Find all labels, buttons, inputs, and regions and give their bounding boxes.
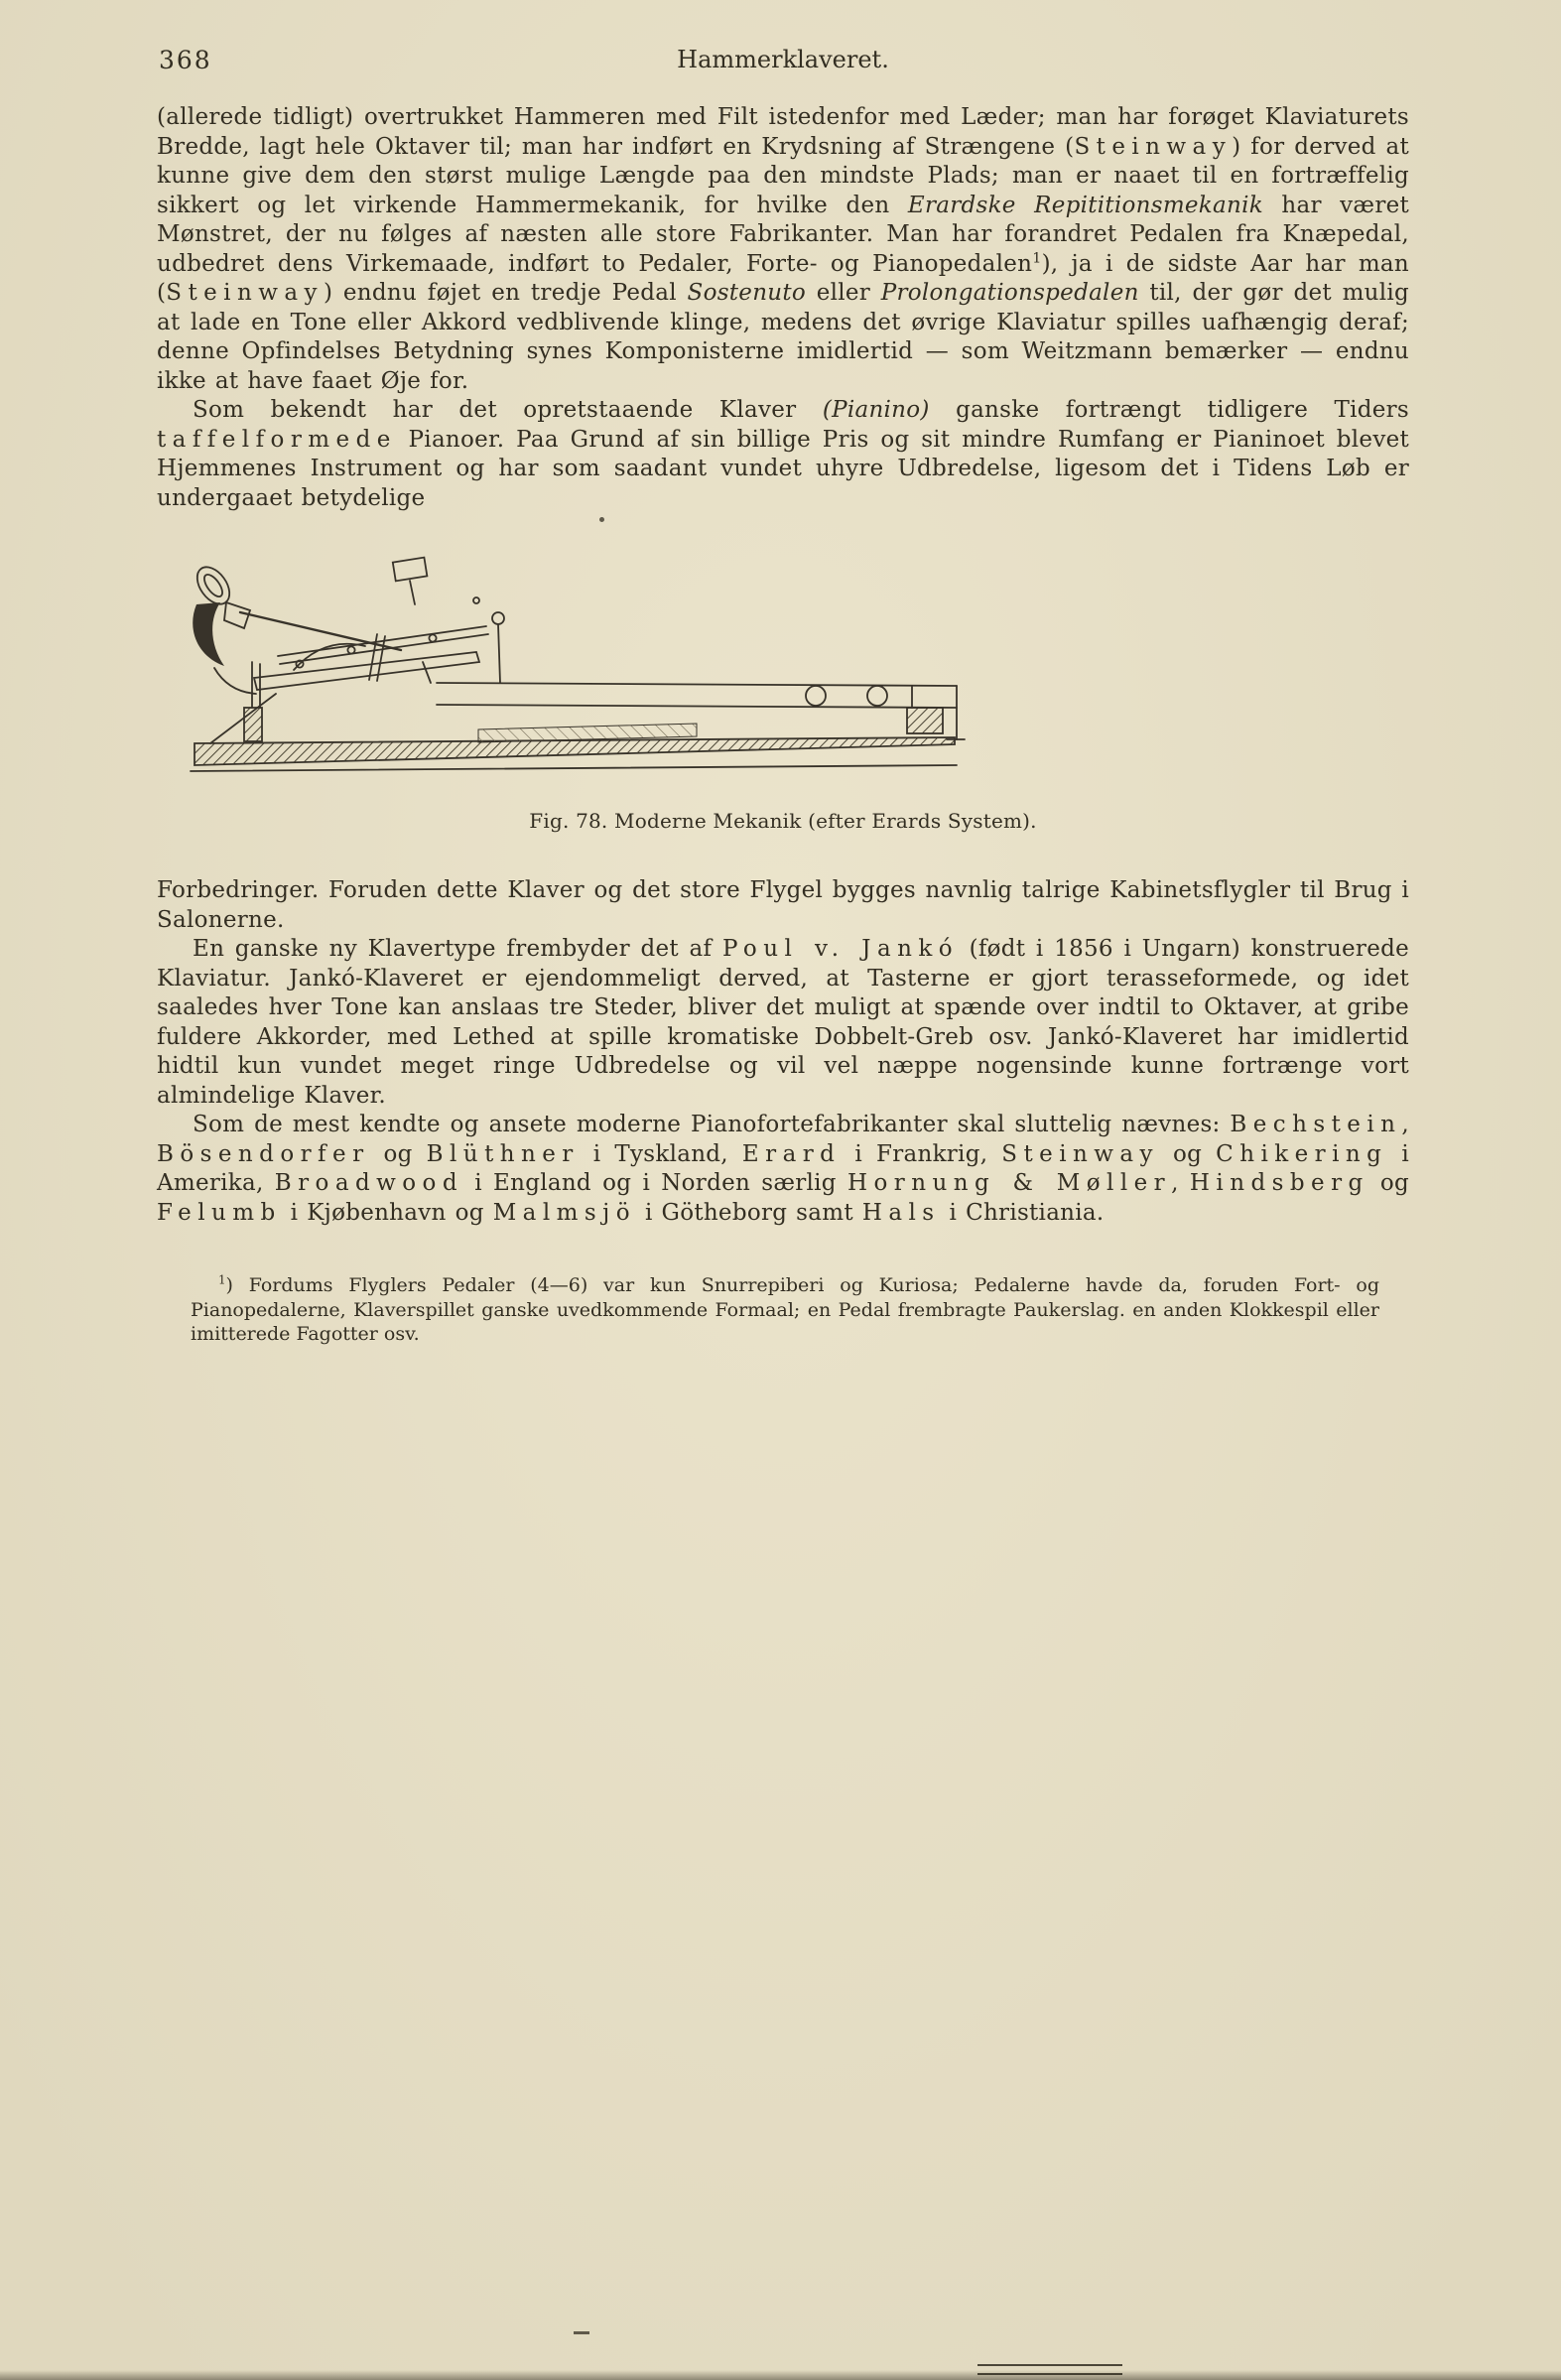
text-segment: Som bekendt har det opretstaaende Klaver: [193, 397, 823, 423]
text-segment: (Pianino): [822, 397, 930, 423]
text-segment: Hals: [861, 1199, 941, 1226]
text-segment: Blüthner: [426, 1140, 580, 1167]
paragraph: [157, 103, 1409, 396]
text-segment: og: [1159, 1140, 1217, 1167]
text-segment: ) endnu føjet en tredje Pedal: [323, 280, 688, 306]
text-segment: i Frankrig,: [841, 1140, 1002, 1167]
text-segment: Bechstein: [1230, 1112, 1402, 1137]
text-segment: Broadwood: [274, 1170, 464, 1196]
scan-edge-shadow: [0, 2370, 1561, 2380]
text-segment: ,: [1171, 1170, 1190, 1196]
text-segment: 1: [218, 1272, 226, 1287]
paragraphs-after-figure: [157, 876, 1409, 1228]
text-segment: Pianoer. Paa Grund af sin billige Pris og sit mindre Rumfang er Pianinoet blevet Hjemmenes Instrument og har som saadant vundet uhyre Udbredelse, ligesom det i Tidens Løb er undergaaet betydelige: [157, 426, 1409, 511]
text-segment: Hindsberg: [1189, 1170, 1369, 1196]
text-segment: Steinway: [166, 280, 324, 306]
text-segment: ganske fortrængt tidligere Tiders: [929, 397, 1409, 423]
text-segment: ), ja i de sidste Aar har man (: [157, 250, 1410, 306]
text-segment: Sostenuto: [687, 280, 807, 306]
figure-illustration: [181, 541, 967, 775]
text-segment: Forbedringer. Foruden dette Klaver og det store Flygel bygges navnlig talrige Kabinetsflygler til Brug i Salonerne.: [157, 877, 1409, 933]
paragraph: [157, 935, 1409, 1111]
text-segment: (født i 1856 i Ungarn) konstruerede Klaviatur. Jankó-Klaveret er ejendommeligt derved, at Tasterne er gjort terasseformede, og idet saaledes hver Tone kan anslaas tre Steder, bliver det muligt at spænde over indtil to Oktaver, at gribe fuldere Akkorder, med Lethed at spille kromatiske Dobbelt-Greb osv. Jankó-Klaveret har imidlertid hidtil kun vundet meget ringe Udbredelse og vil vel næppe nogensinde kunne fortrænge vort almindelige Klaver.: [157, 936, 1409, 1109]
paragraph: [157, 396, 1409, 513]
paragraphs-before-figure: [157, 103, 1409, 513]
paragraph: [157, 1111, 1409, 1228]
paragraph: [157, 876, 1409, 935]
text-segment: Poul v. Jankó: [721, 936, 960, 962]
text-segment: Som de mest kendte og ansete moderne Pianofortefabrikanter skal sluttelig nævnes:: [193, 1112, 1231, 1137]
text-segment: Felumb: [157, 1199, 282, 1226]
text-segment: i Christiania.: [940, 1199, 1105, 1226]
text-segment: eller: [806, 280, 881, 306]
text-segment: (allerede tidligt) overtrukket Hammeren med Filt istedenfor med Læder; man har forøget Klaviaturets Bredde, lagt hele Oktaver til; man har indført en Krydsning af Strængene (: [157, 104, 1409, 160]
text-segment: Hornung & Møller: [846, 1170, 1172, 1196]
page-mark-dash: [574, 2331, 589, 2334]
text-segment: 1: [1032, 249, 1042, 266]
text-segment: i Tyskland,: [579, 1140, 742, 1167]
page-header: [157, 42, 1409, 83]
text-segment: Steinway: [1074, 133, 1233, 160]
text-segment: ) Fordums Flyglers Pedaler (4—6) var kun Snurrepiberi og Kuriosa; Pedalerne havde da, foruden Fort- og Pianopedalerne, Klaverspillet ganske uvedkommende Formaal; en Pedal frembragte Paukerslag. en anden Klokkespil eller imitterede Fagotter osv.: [191, 1274, 1379, 1345]
text-segment: Steinway: [1001, 1140, 1159, 1167]
figure: [181, 541, 967, 779]
text-segment: En ganske ny Klavertype frembyder det af: [193, 936, 722, 962]
text-segment: Erardske Repititionsmekanik: [907, 192, 1263, 218]
text-segment: har været Mønstret, der nu følges af næsten alle store Fabrikanter. Man har forandret Pedalen fra Knæpedal, udbedret dens Virkemaade, indført to Pedaler, Forte- og Pianopedalen: [157, 192, 1410, 277]
running-title: Hammerklaveret.: [677, 46, 889, 73]
footnote: [157, 1273, 1409, 1347]
text-segment: Bösendorfer: [157, 1140, 370, 1167]
ink-speck: [599, 517, 604, 522]
text-segment: Prolongationspedalen: [880, 280, 1139, 306]
text-segment: Chikering: [1216, 1140, 1388, 1167]
text-segment: i Götheborg samt: [635, 1199, 862, 1226]
text-segment: i Amerika,: [157, 1140, 1409, 1196]
text-segment: ,: [1401, 1112, 1409, 1137]
text-segment: ) for derved at kunne give dem den størst mulige Længde paa den mindste Plads; man er naaet til en fortræffelig sikkert og let virkende Hammermekanik, for hvilke den: [157, 133, 1409, 218]
text-segment: til, der gør det mulig at lade en Tone eller Akkord vedblivende klinge, medens det øvrige Klaviatur spilles uafhængig deraf; denne Opfindelses Betydning synes Komponisterne imidlertid — som Weitzmann bemærker — endnu ikke at have faaet Øje for.: [157, 280, 1410, 394]
text-segment: Erard: [741, 1140, 842, 1167]
text-segment: og: [369, 1140, 427, 1167]
text-segment: Malmsjö: [492, 1199, 636, 1226]
figure-caption: Fig. 78. Moderne Mekanik (efter Erards System).: [529, 809, 1037, 833]
text-segment: i England og i Norden særlig: [463, 1170, 847, 1196]
text-segment: og: [1368, 1170, 1410, 1196]
page-number: 368: [159, 46, 212, 74]
text-segment: i Kjøbenhavn og: [281, 1199, 493, 1226]
text-column: [157, 42, 1409, 1347]
footnote-text: [191, 1273, 1379, 1347]
text-segment: taffelformede: [157, 426, 397, 453]
